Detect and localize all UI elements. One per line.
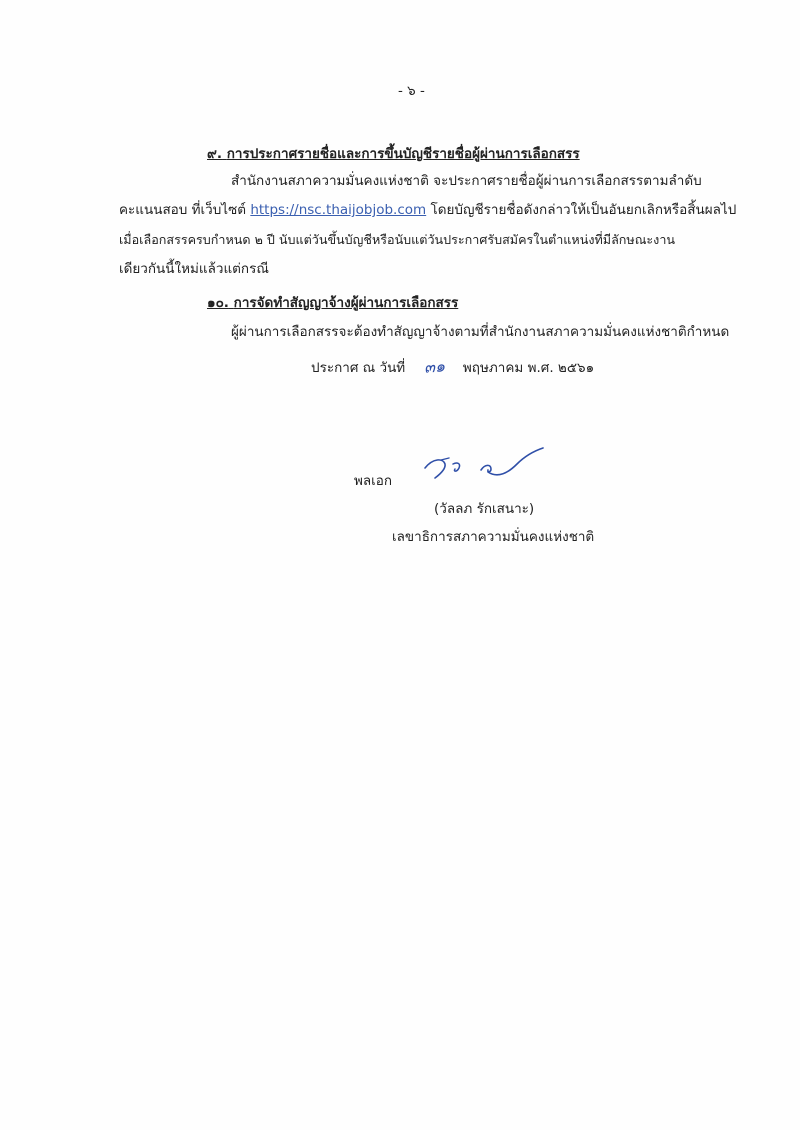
- section-10-title: การจัดทำสัญญาจ้างผู้ผ่านการเลือกสรร: [233, 295, 459, 311]
- section-10-heading: [207, 294, 458, 312]
- website-link[interactable]: https://nsc.thaijobjob.com: [250, 202, 427, 218]
- section-10-number: ๑๐.: [207, 295, 229, 311]
- announcement-date: [311, 358, 594, 377]
- section-9-line-1: สำนักงานสภาความมั่นคงแห่งชาติ จะประกาศรายชื่อผู้ผ่านการเลือกสรรตามลำดับ: [231, 173, 702, 189]
- section-9-line-4: เดียวกันนี้ใหม่แล้วแต่กรณี: [119, 261, 269, 277]
- section-9-line-3: เมื่อเลือกสรรครบกำหนด ๒ ปี นับแต่วันขึ้นบัญชีหรือนับแต่วันประกาศรับสมัครในตำแหน่งที่มีลักษณะงาน: [119, 232, 676, 247]
- section-9-number: ๙.: [207, 146, 223, 162]
- section-9-heading: [207, 145, 580, 163]
- announcement-prefix: ประกาศ ณ วันที่: [311, 360, 406, 376]
- signatory-position: เลขาธิการสภาความมั่นคงแห่งชาติ: [392, 529, 595, 545]
- section-10-line-1: ผู้ผ่านการเลือกสรรจะต้องทำสัญญาจ้างตามที่สำนักงานสภาความมั่นคงแห่งชาติกำหนด: [231, 324, 730, 340]
- section-9-line-2: [119, 201, 736, 219]
- section-9-line-2-after: โดยบัญชีรายชื่อดังกล่าวให้เป็นอันยกเลิกหรือสิ้นผลไป: [430, 202, 737, 218]
- section-9-title: การประกาศรายชื่อและการขึ้นบัญชีรายชื่อผู้ผ่านการเลือกสรร: [226, 146, 580, 162]
- handwritten-signature: [415, 442, 565, 492]
- announcement-suffix: พฤษภาคม พ.ศ. ๒๕๖๑: [462, 360, 595, 376]
- page-number: - ๖ -: [398, 83, 425, 99]
- section-9-line-2-before: คะแนนสอบ ที่เว็บไซต์: [119, 202, 247, 218]
- handwritten-day: ๓๑: [422, 356, 446, 377]
- signature-rank: พลเอก: [354, 473, 393, 489]
- signatory-name: (วัลลภ รักเสนาะ): [434, 501, 535, 517]
